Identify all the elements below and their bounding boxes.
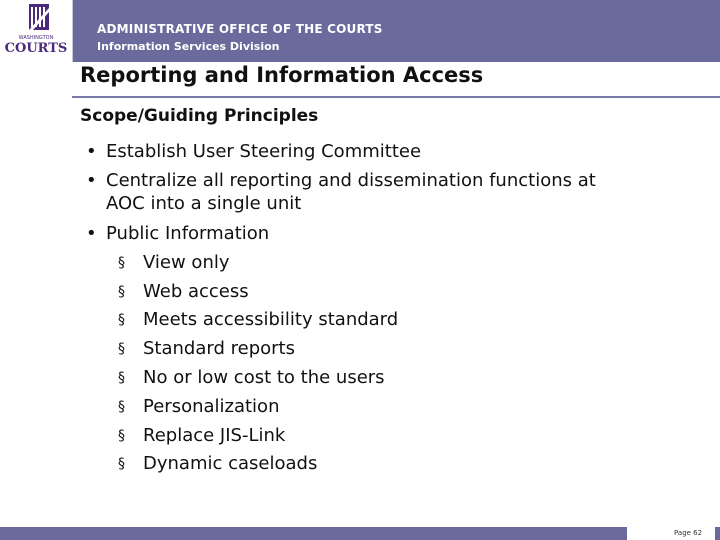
courts-logo: [0, 0, 73, 62]
sub-bullet-item: Replace JIS-Link: [143, 425, 286, 446]
section-heading: Scope/Guiding Principles: [80, 106, 319, 126]
sub-bullet-item: Web access: [143, 281, 249, 302]
bullet-item: Establish User Steering Committee: [106, 141, 422, 162]
sub-bullet-marker: §: [118, 284, 125, 300]
bullet-marker: •: [86, 141, 97, 162]
logo-main-text: COURTS: [4, 41, 68, 56]
sub-bullet-item: Personalization: [143, 396, 280, 417]
bullet-item-continuation: AOC into a single unit: [106, 193, 302, 214]
sub-bullet-item: Meets accessibility standard: [143, 309, 399, 330]
sub-bullet-marker: §: [118, 341, 125, 357]
sub-bullet-marker: §: [118, 255, 125, 271]
sub-bullet-marker: §: [118, 312, 125, 328]
title-bar: [72, 62, 720, 98]
sub-bullet-item: View only: [143, 252, 230, 273]
sub-bullet-marker: §: [118, 428, 125, 444]
bullet-item: Public Information: [106, 223, 270, 244]
page-number: Page 62: [674, 529, 703, 537]
sub-bullet-marker: §: [118, 456, 125, 472]
sub-bullet-marker: §: [118, 399, 125, 415]
org-title: ADMINISTRATIVE OFFICE OF THE COURTS: [97, 22, 383, 36]
sub-bullet-item: Dynamic caseloads: [143, 453, 318, 474]
footer-bar: [0, 527, 720, 540]
slide-title: Reporting and Information Access: [80, 63, 484, 87]
org-subtitle: Information Services Division: [97, 40, 280, 53]
sub-bullet-item: No or low cost to the users: [143, 367, 385, 388]
bullet-marker: •: [86, 223, 97, 244]
logo-top-text: WASHINGTON: [18, 35, 54, 41]
sub-bullet-item: Standard reports: [143, 338, 295, 359]
bullet-item: Centralize all reporting and dissemination functions at: [106, 170, 596, 191]
courts-logo-graphic: [0, 0, 72, 62]
bullet-marker: •: [86, 170, 97, 191]
sub-bullet-marker: §: [118, 370, 125, 386]
